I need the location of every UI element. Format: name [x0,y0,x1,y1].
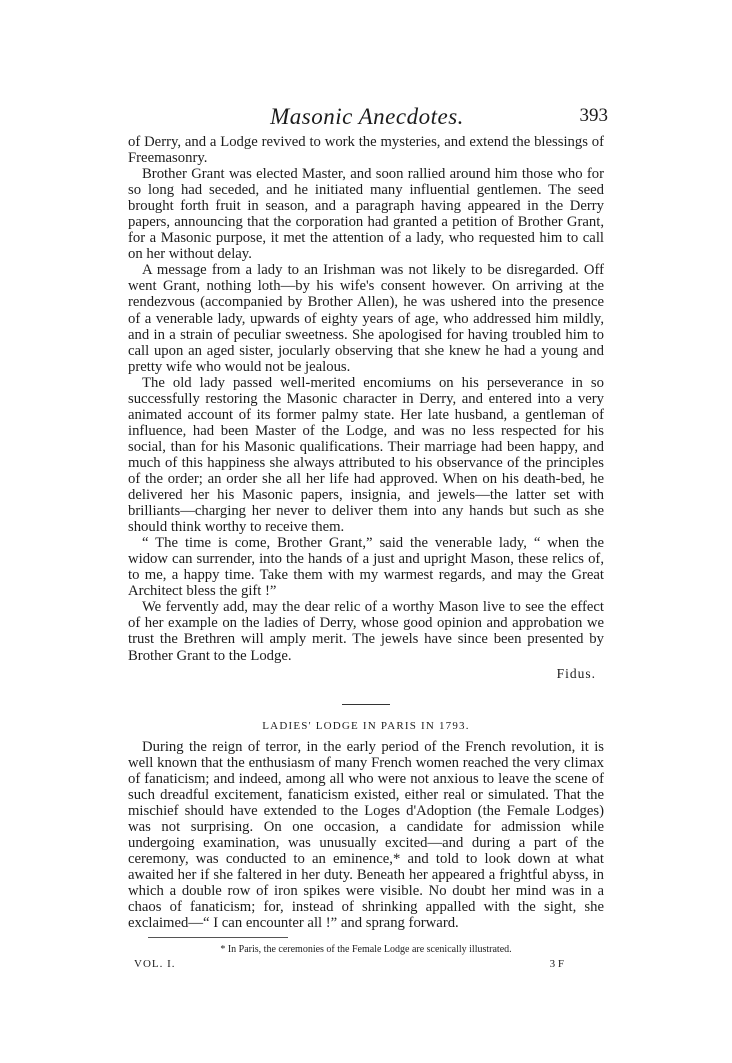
paragraph: A message from a lady to an Irishman was not likely to be disregarded. Off went Grant, nothing loth—by his wife's consent however. On arriving at the rendezvous (accompanied by Brother Allen), he was ushered into the presence of a venerable lady, upwards of eighty years of age, who addressed him mildly, and in a strain of peculiar sweetness. She apologised for having troubled him to call upon an aged sister, jocularly observing that she knew he had a young and pretty wife who would not be jealous. [128,262,604,375]
section-title: LADIES' LODGE IN PARIS IN 1793. [262,719,470,732]
page-header [128,104,606,134]
volume-mark: VOL. I. [134,958,176,971]
text-column [128,134,604,972]
paragraph-quotation: “ The time is come, Brother Grant,” said the venerable lady, “ when the widow can surrender, into the hands of a just and upright Mason, these relics of, to me, a happy time. Take them with my warmest regards, and may the Great Architect bless the gift !” [128,535,604,600]
page-footer [128,958,604,972]
running-title: Masonic Anecdotes. [270,104,464,129]
footnote: * In Paris, the ceremonies of the Female Lodge are scenically illustrated. [220,944,512,956]
paragraph: The old lady passed well-merited encomiums on his perseverance in so successfully restoring the Masonic character in Derry, and entered into a very animated account of its former palmy state. Her late husband, a gentleman of influence, had been Master of the Lodge, and was no less respected for his social, than for his Masonic qualifications. Their marriage had been happy, and much of this happiness she always attributed to his observance of the principles of the order; an order she all her life had approved. When on his death-bed, he delivered her his Masonic papers, insignia, and jewels—the latter set with brilliants—charging her never to deliver them into any hands but such as she should think worthy to receive them. [128,374,604,536]
footnote-divider [148,937,288,938]
section-divider [342,704,390,705]
signature-mark: 3 F [549,958,564,971]
section-paragraph: During the reign of terror, in the early period of the French revolution, it is well known that the enthusiasm of many French women reached the very climax of fanaticism; and indeed, among all who were not anxious to leave the scene of such dreadful excitement, fanaticism existed, either real or simulated. That the mischief should have extended to the Loges d'Adoption (the Female Lodges) was not surprising. On one occasion, a candidate for admission while undergoing examination, was unusually excited—and during a part of the ceremony, was conducted to an eminence,* and told to look down at what awaited her if she faltered in her duty. Beneath her appeared a frightful abyss, in which a double row of iron spikes were visible. No doubt her mind was in a chaos of fanaticism; for, instead of shrinking appalled with the sight, she exclaimed—“ I can encounter all !” and sprang forward. [128,738,604,932]
page-number: 393 [579,105,608,126]
paragraph: We fervently add, may the dear relic of a worthy Mason live to see the effect of her example on the ladies of Derry, whose good opinion and approbation we trust the Brethren will amply merit. The jewels have since been presented by Brother Grant to the Lodge. [128,599,604,664]
paragraph-continuation: of Derry, and a Lodge revived to work the mysteries, and extend the blessings of Freemasonry. [128,134,604,167]
author-signature: Fidus. [556,665,596,681]
paragraph: Brother Grant was elected Master, and soon rallied around him those who for so long had seceded, and he initiated many influential gentlemen. The seed brought forth fruit in season, and a paragraph having appeared in the Derry papers, announcing that the corporation had granted a petition of Brother Grant, for a Masonic purpose, it met the attention of a lady, who requested him to call on her without delay. [128,166,604,263]
